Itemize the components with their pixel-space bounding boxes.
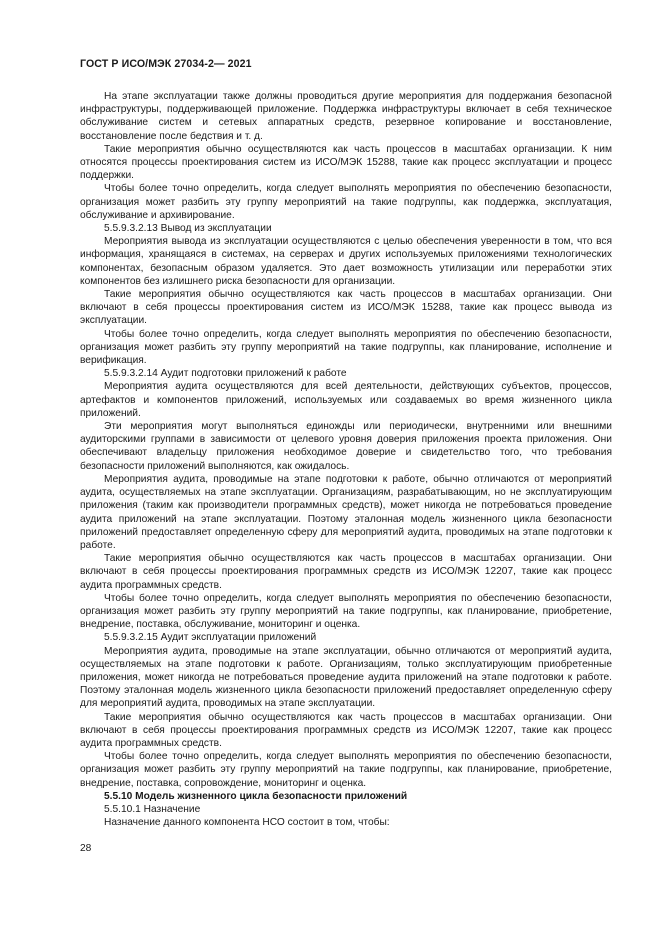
paragraph: Назначение данного компонента НСО состоит в том, чтобы: [104,817,390,829]
paragraph: Чтобы более точно определить, когда следует выполнять мероприятия по обеспечению безопасности, организация может разбить эту группу мероприятий на такие подгруппы, как планирование, приобретение, внедрение, поставка, сопровождение, мониторинг и оценка. [80,751,612,789]
paragraph: Чтобы более точно определить, когда следует выполнять мероприятия по обеспечению безопасности, организация может разбить эту группу мероприятий на такие подгруппы, как планирование, приобретение, внедрение, поставка, обслуживание, мониторинг и оценка. [80,592,612,631]
paragraph: Эти мероприятия могут выполняться единожды или периодически, внутренними или внешними аудиторскими группами в зависимости от целевого уровня доверия приложения проекта приложения. Они обеспечивают владельцу приложения необходимое доверие и свидетельство того, что требования безопасности приложений выполняются, как ожидалось. [80,421,612,472]
paragraph: Мероприятия аудита, проводимые на этапе эксплуатации, обычно отличаются от мероприятий аудита, осуществляемых на этапе подготовки к работе. Организациям, только эксплуатирующим приобретенные приложения, может никогда не потребоваться проведение аудита приложений на этапе подготовки к работе. Поэтому эталонная модель жизненного цикла безопасности приложений предоставляет определенную сферу для мероприятий аудита, проводимых на этапе эксплуатации. [80,645,612,710]
paragraph: Мероприятия аудита осуществляются для всей деятельности, действующих субъектов, процессов, артефактов и компонентов приложений, используемых или создаваемых во время жизненного цикла приложений. [80,381,612,419]
document-body [80,90,612,829]
section-heading-bold: 5.5.10 Модель жизненного цикла безопасности приложений [104,790,408,802]
section-heading: 5.5.9.3.2.13 Вывод из эксплуатации [104,223,272,235]
paragraph: Такие мероприятия обычно осуществляются как часть процессов в масштабах организации. Они включают в себя процессы проектирования систем из ИСО/МЭК 15288, такие как процесс вывода из эксплуатации. [80,289,612,327]
document-header: ГОСТ Р ИСО/МЭК 27034-2— 2021 [80,58,252,70]
paragraph: Мероприятия вывода из эксплуатации осуществляются с целью обеспечения уверенности в том, что вся информация, хранящаяся в системах, на серверах и других используемых приложениями технологических компонентах, безопасным образом удаляется. Это дает возможность утилизации или переработки этих компонентов без излишнего риска безопасности для организации. [80,236,612,287]
paragraph: Такие мероприятия обычно осуществляются как часть процессов в масштабах организации. Они включают в себя процессы проектирования программных средств из ИСО/МЭК 12207, такие как процесс аудита программных средств. [80,553,612,591]
paragraph: На этапе эксплуатации также должны проводиться другие мероприятия для поддержания безопасной инфраструктуры, поддерживающей приложение. Поддержка инфраструктуры включает в себя техническое обслуживание систем и сетевых аппаратных средств, резервное копирование и восстановление, восстановление после бедствия и т. д. [80,91,612,142]
subsection-heading: 5.5.10.1 Назначение [104,803,201,815]
paragraph: Чтобы более точно определить, когда следует выполнять мероприятия по обеспечению безопасности, организация может разбить эту группу мероприятий на такие подгруппы, как поддержка, эксплуатация, обслуживание и архивирование. [80,183,612,221]
page-number: 28 [80,843,92,854]
paragraph: Такие мероприятия обычно осуществляются как часть процессов в масштабах организации. Они включают в себя процессы проектирования программных средств из ИСО/МЭК 12207, такие как процесс аудита программных средств. [80,711,612,749]
paragraph: Чтобы более точно определить, когда следует выполнять мероприятия по обеспечению безопасности, организация может разбить эту группу мероприятий на такие подгруппы, как планирование, исполнение и верификация. [80,328,612,367]
section-heading: 5.5.9.3.2.15 Аудит эксплуатации приложений [104,632,317,644]
paragraph: Такие мероприятия обычно осуществляются как часть процессов в масштабах организации. К ним относятся процессы проектирования систем из ИСО/МЭК 15288, такие как процесс эксплуатации и процесс поддержки. [80,143,612,182]
paragraph: Мероприятия аудита, проводимые на этапе подготовки к работе, обычно отличаются от мероприятий аудита, осуществляемых на этапе эксплуатации. Организациям, разрабатывающим, но не эксплуатирующим приложения (таким как производители программных средств), может никогда не потребоваться проведение аудита приложений на этапе эксплуатации. Поэтому эталонная модель жизненного цикла безопасности приложений предоставляет определенную сферу для мероприятий аудита, проводимых на этапе подготовки к работе. [80,473,612,551]
section-heading: 5.5.9.3.2.14 Аудит подготовки приложений к работе [104,368,347,380]
